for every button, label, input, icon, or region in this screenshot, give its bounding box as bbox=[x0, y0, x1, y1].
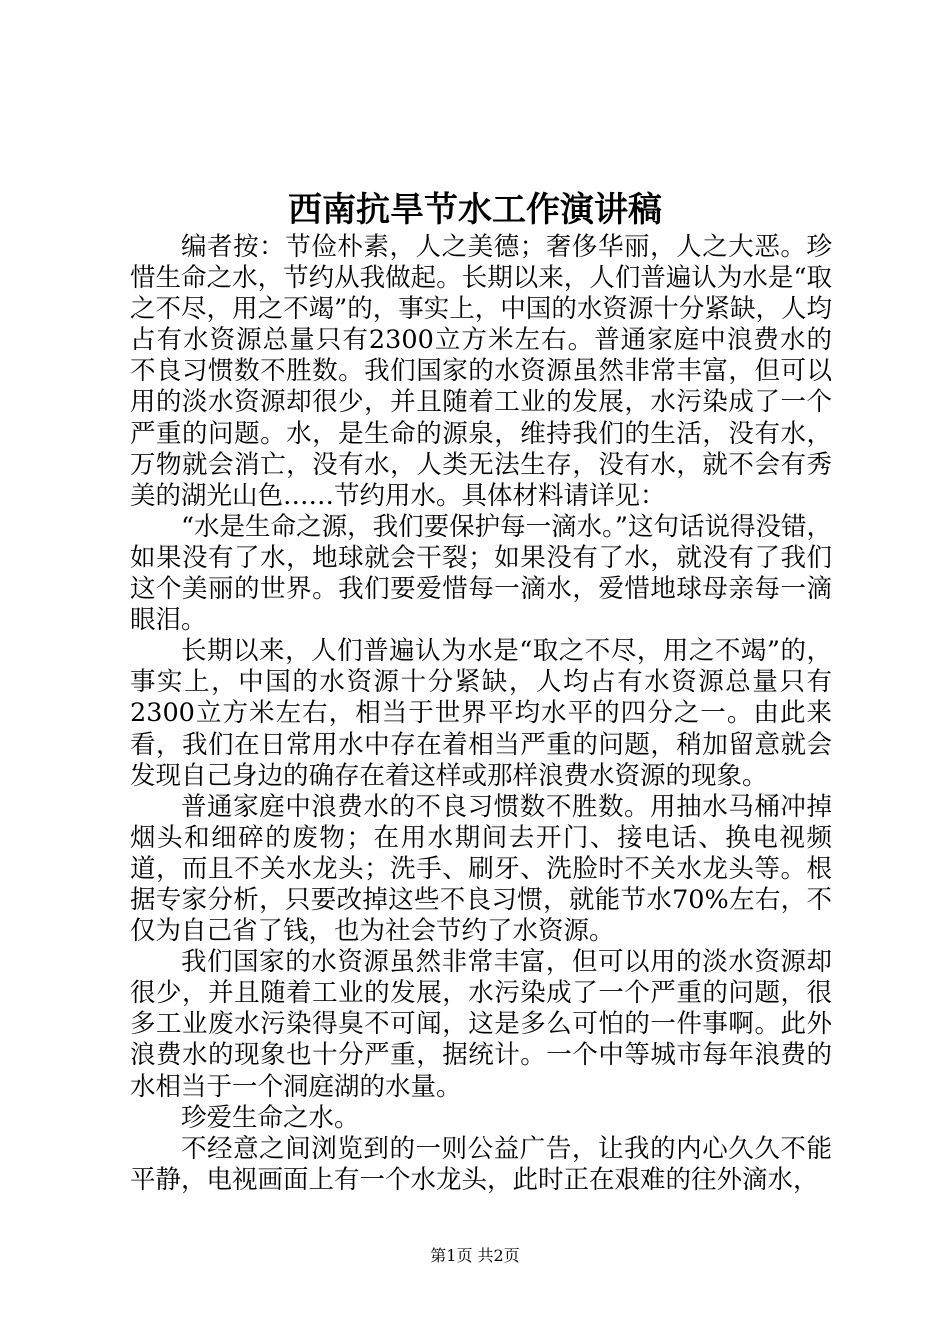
paragraph-public-ad: 不经意之间浏览到的一则公益广告，让我的内心久久不能平静，电视画面上有一个水龙头，此时正在艰难的往外滴水， bbox=[130, 1133, 832, 1195]
document-title: 西南抗旱节水工作演讲稿 bbox=[288, 190, 662, 230]
document-body bbox=[130, 232, 832, 1196]
paragraph-household-waste: 普通家庭中浪费水的不良习惯数不胜数。用抽水马桶冲掉烟头和细碎的废物；在用水期间去开门、接电话、换电视频道，而且不关水龙头；洗手、刷牙、洗脸时不关水龙头等。根据专家分析，只要改掉这些不良习惯，就能节水70%左右，不仅为自己省了钱，也为社会节约了水资源。 bbox=[130, 791, 832, 947]
paragraph-cherish-water: 珍爱生命之水。 bbox=[181, 1102, 360, 1133]
paragraph-water-pollution: 我们国家的水资源虽然非常丰富，但可以用的淡水资源却很少，并且随着工业的发展，水污染成了一个严重的问题，很多工业废水污染得臭不可闻，这是多么可怕的一件事啊。此外浪费水的现象也十分严重，据统计。一个中等城市每年浪费的水相当于一个洞庭湖的水量。 bbox=[130, 947, 832, 1102]
paragraph-editor-note: 编者按：节俭朴素，人之美德；奢侈华丽，人之大恶。珍惜生命之水，节约从我做起。长期以来，人们普遍认为水是“取之不尽，用之不竭”的，事实上，中国的水资源十分紧缺，人均占有水资源总量只有2300立方米左右。普通家庭中浪费水的不良习惯数不胜数。我们国家的水资源虽然非常丰富，但可以用的淡水资源却很少，并且随着工业的发展，水污染成了一个严重的问题。水，是生命的源泉，维持我们的生活，没有水，万物就会消亡，没有水，人类无法生存，没有水，就不会有秀美的湖光山色……节约用水。具体材料请详见： bbox=[130, 232, 832, 511]
paragraph-water-shortage: 长期以来，人们普遍认为水是“取之不尽，用之不竭”的，事实上，中国的水资源十分紧缺，人均占有水资源总量只有2300立方米左右，相当于世界平均水平的四分之一。由此来看，我们在日常用水中存在着相当严重的问题，稍加留意就会发现自己身边的确存在着这样或那样浪费水资源的现象。 bbox=[130, 636, 832, 791]
page-number-footer: 第1页 共2页 bbox=[430, 1246, 520, 1265]
paragraph-water-source: “水是生命之源，我们要保护每一滴水。”这句话说得没错，如果没有了水，地球就会干裂；如果没有了水，就没有了我们这个美丽的世界。我们要爱惜每一滴水，爱惜地球母亲每一滴眼泪。 bbox=[130, 511, 832, 636]
